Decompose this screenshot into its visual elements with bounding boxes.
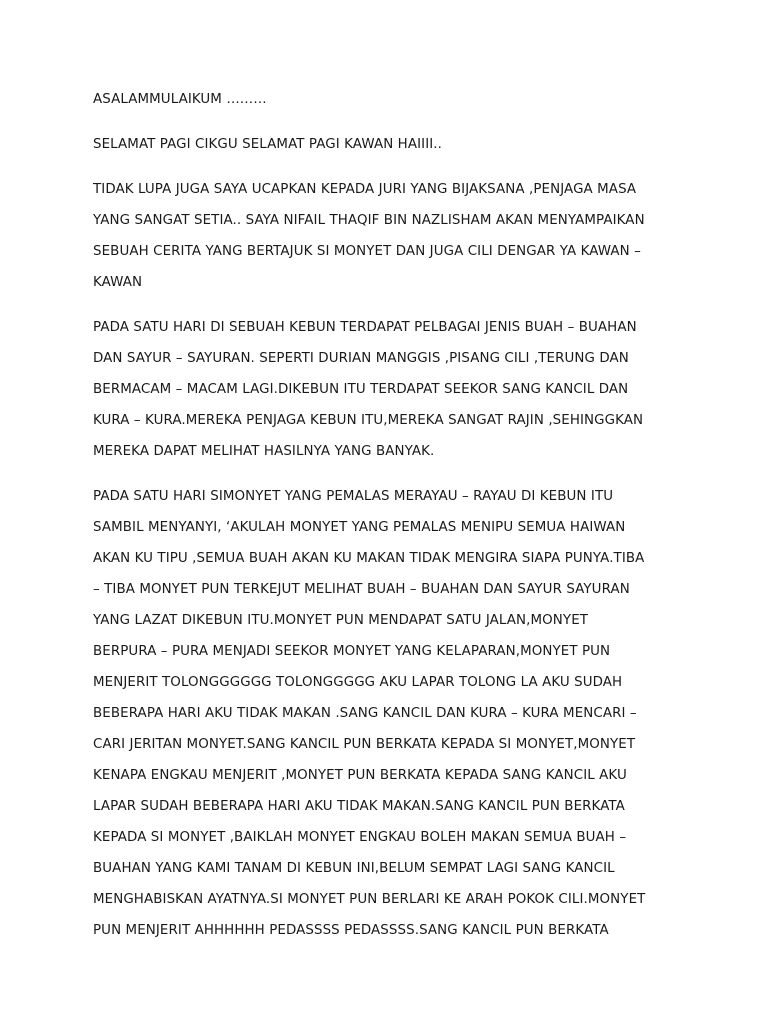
text-line: YANG SANGAT SETIA.. SAYA NIFAIL THAQIF BIN NAZLISHAM AKAN MENYAMPAIKAN <box>93 213 645 228</box>
text-line: SELAMAT PAGI CIKGU SELAMAT PAGI KAWAN HAIIII.. <box>93 137 443 152</box>
text-line: BUAHAN YANG KAMI TANAM DI KEBUN INI,BELUM SEMPAT LAGI SANG KANCIL <box>93 861 615 876</box>
text-line: MENJERIT TOLONGGGGGG TOLONGGGGG AKU LAPAR TOLONG LA AKU SUDAH <box>93 675 623 690</box>
text-line: YANG LAZAT DIKEBUN ITU.MONYET PUN MENDAPAT SATU JALAN,MONYET <box>93 613 589 628</box>
text-line: PADA SATU HARI DI SEBUAH KEBUN TERDAPAT PELBAGAI JENIS BUAH – BUAHAN <box>93 320 637 335</box>
text-line: LAPAR SUDAH BEBERAPA HARI AKU TIDAK MAKAN.SANG KANCIL PUN BERKATA <box>93 799 625 814</box>
document-page <box>93 84 683 960</box>
text-line: DAN SAYUR – SAYURAN. SEPERTI DURIAN MANGGIS ,PISANG CILI ,TERUNG DAN <box>93 351 629 366</box>
text-line: SEBUAH CERITA YANG BERTAJUK SI MONYET DAN JUGA CILI DENGAR YA KAWAN – <box>93 244 641 259</box>
text-line: CARI JERITAN MONYET.SANG KANCIL PUN BERKATA KEPADA SI MONYET,MONYET <box>93 737 636 752</box>
text-line: KURA – KURA.MEREKA PENJAGA KEBUN ITU,MEREKA SANGAT RAJIN ,SEHINGGKAN <box>93 413 644 428</box>
text-line: PADA SATU HARI SIMONYET YANG PEMALAS MERAYAU – RAYAU DI KEBUN ITU <box>93 489 614 504</box>
text-line: BERMACAM – MACAM LAGI.DIKEBUN ITU TERDAPAT SEEKOR SANG KANCIL DAN <box>93 382 629 397</box>
story-paragraph-1 <box>93 312 683 467</box>
text-line: PUN MENJERIT AHHHHHH PEDASSSS PEDASSSS.SANG KANCIL PUN BERKATA <box>93 923 609 938</box>
text-line: MENGHABISKAN AYATNYA.SI MONYET PUN BERLARI KE ARAH POKOK CILI.MONYET <box>93 892 646 907</box>
text-line: MEREKA DAPAT MELIHAT HASILNYA YANG BANYAK. <box>93 444 435 459</box>
text-line: BERPURA – PURA MENJADI SEEKOR MONYET YANG KELAPARAN,MONYET PUN <box>93 644 611 659</box>
story-paragraph-2 <box>93 481 683 946</box>
text-line: KEPADA SI MONYET ,BAIKLAH MONYET ENGKAU BOLEH MAKAN SEMUA BUAH – <box>93 830 627 845</box>
salutation-paragraph <box>93 129 683 160</box>
text-line: BEBERAPA HARI AKU TIDAK MAKAN .SANG KANCIL DAN KURA – KURA MENCARI – <box>93 706 637 721</box>
text-line: – TIBA MONYET PUN TERKEJUT MELIHAT BUAH – BUAHAN DAN SAYUR SAYURAN <box>93 582 630 597</box>
text-line: ASALAMMULAIKUM ……… <box>93 92 267 107</box>
text-line: KAWAN <box>93 275 143 290</box>
introduction-paragraph <box>93 174 683 298</box>
text-line: KENAPA ENGKAU MENJERIT ,MONYET PUN BERKATA KEPADA SANG KANCIL AKU <box>93 768 627 783</box>
greeting-paragraph <box>93 84 683 115</box>
text-line: TIDAK LUPA JUGA SAYA UCAPKAN KEPADA JURI YANG BIJAKSANA ,PENJAGA MASA <box>93 182 637 197</box>
text-line: AKAN KU TIPU ,SEMUA BUAH AKAN KU MAKAN TIDAK MENGIRA SIAPA PUNYA.TIBA <box>93 551 645 566</box>
text-line: SAMBIL MENYANYI, ‘AKULAH MONYET YANG PEMALAS MENIPU SEMUA HAIWAN <box>93 520 626 535</box>
